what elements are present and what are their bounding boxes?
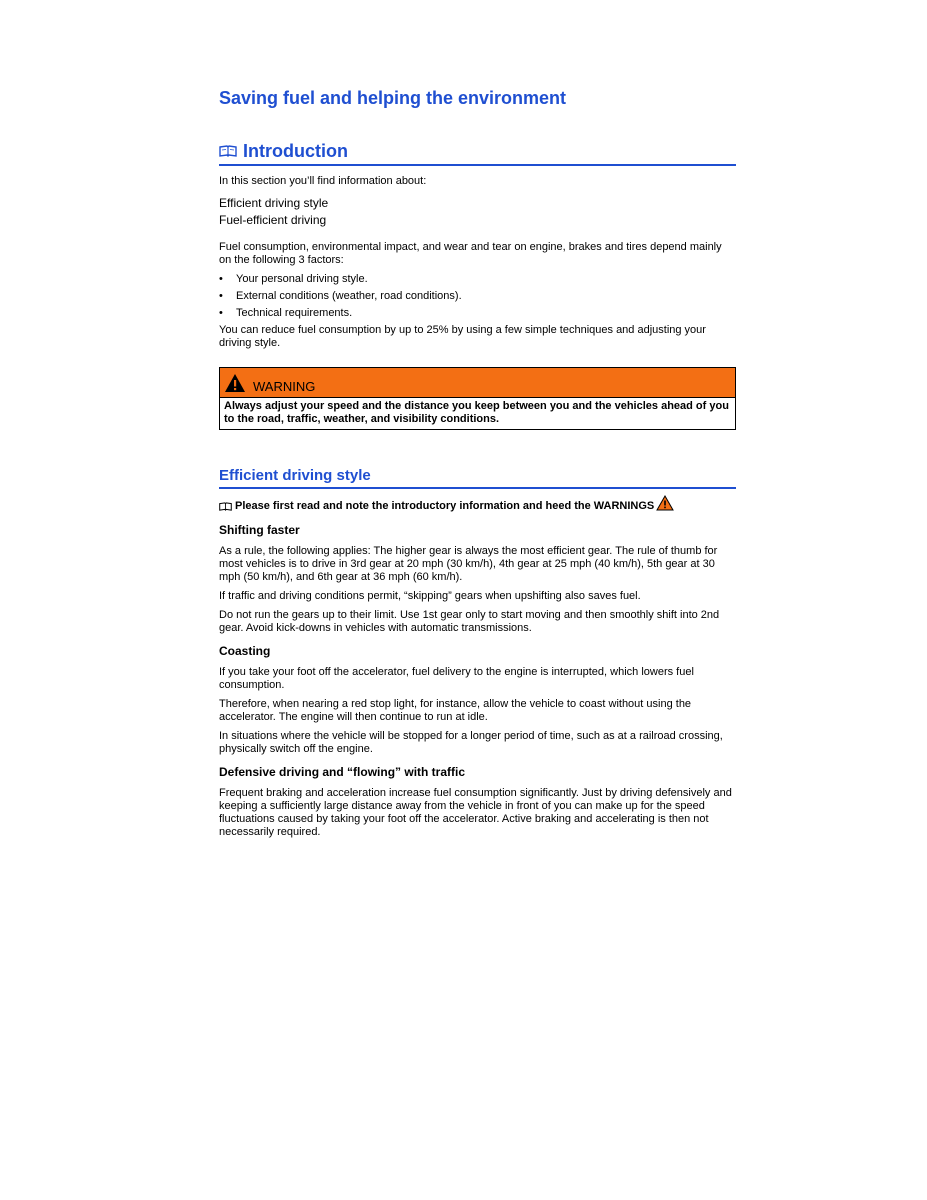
shifting-paragraph: If traffic and driving conditions permit, “skipping” gears when upshifting also saves fuel. — [219, 590, 641, 602]
coasting-title: Coasting — [219, 644, 271, 658]
list-item: • Your personal driving style. — [219, 273, 736, 286]
warning-triangle-icon[interactable] — [656, 495, 674, 511]
warning-triangle-icon — [224, 373, 246, 393]
shifting-faster-title: Shifting faster — [219, 523, 300, 537]
efficient-driving-title: Efficient driving style — [219, 467, 371, 484]
page-title: Saving fuel and helping the environment — [219, 88, 567, 108]
factors-list — [219, 273, 736, 320]
efficient-driving-section — [219, 466, 736, 839]
efficient-driving-heading — [219, 466, 736, 489]
intro-note — [219, 500, 736, 512]
warning-text: Always adjust your speed and the distance you keep between you and the vehicles ahead of you to the road, traffic, weather, and visibility conditions. — [224, 400, 729, 425]
reduce-consumption-text: You can reduce fuel consumption by up to 25% by using a few simple techniques and adjusting your driving style. — [219, 324, 706, 349]
shifting-paragraph: Do not run the gears up to their limit. Use 1st gear only to start moving and then smoothly shift into 2nd gear. Avoid kick-downs in vehicles with automatic transmissions. — [219, 609, 720, 634]
book-icon — [219, 145, 237, 157]
coasting-paragraph: Therefore, when nearing a red stop light, for instance, allow the vehicle to coast without using the accelerator. The engine will then continue to run at idle. — [219, 698, 692, 723]
intro-lead: In this section you’ll find information about: — [219, 175, 427, 187]
factors-intro: Fuel consumption, environmental impact, and wear and tear on engine, brakes and tires depend mainly on the following 3 factors: — [219, 241, 722, 266]
list-item: • Technical requirements. — [219, 307, 736, 320]
link-efficient-driving-style[interactable]: Efficient driving style — [219, 196, 329, 210]
warning-header — [220, 368, 735, 398]
introduction-title: Introduction — [243, 141, 348, 161]
intro-note-text[interactable]: Please first read and note the introductory information and heed the WARNINGS — [235, 500, 655, 512]
list-item: • External conditions (weather, road conditions). — [219, 290, 736, 303]
defensive-driving-title: Defensive driving and “flowing” with traffic — [219, 765, 466, 779]
warning-label: WARNING — [253, 379, 316, 394]
warning-box — [219, 367, 736, 430]
coasting-paragraph: In situations where the vehicle will be stopped for a longer period of time, such as at a railroad crossing, physically switch off the engine. — [219, 730, 723, 755]
shifting-paragraph: As a rule, the following applies: The higher gear is always the most efficient gear. The rule of thumb for most vehicles is to drive in 3rd gear at 20 mph (30 km/h), 4th gear at 25 mph (40 km/h), 5th gear at 30 mph (50 km/h), and 6th gear at 36 mph (60 km/h). — [219, 545, 718, 583]
introduction-heading — [219, 139, 736, 166]
document-page — [219, 86, 736, 845]
link-fuel-efficient-driving[interactable]: Fuel-efficient driving — [219, 213, 327, 227]
coasting-paragraph: If you take your foot off the accelerator, fuel delivery to the engine is interrupted, which lowers fuel consumption. — [219, 666, 694, 691]
defensive-paragraph: Frequent braking and acceleration increase fuel consumption significantly. Just by driving defensively and keeping a sufficiently large distance away from the vehicle in front of you can make up for the speed fluctuations caused by taking your foot off the accelerator. Active braking and accelerating is then not necessarily required. — [219, 787, 732, 838]
book-icon — [219, 502, 232, 511]
